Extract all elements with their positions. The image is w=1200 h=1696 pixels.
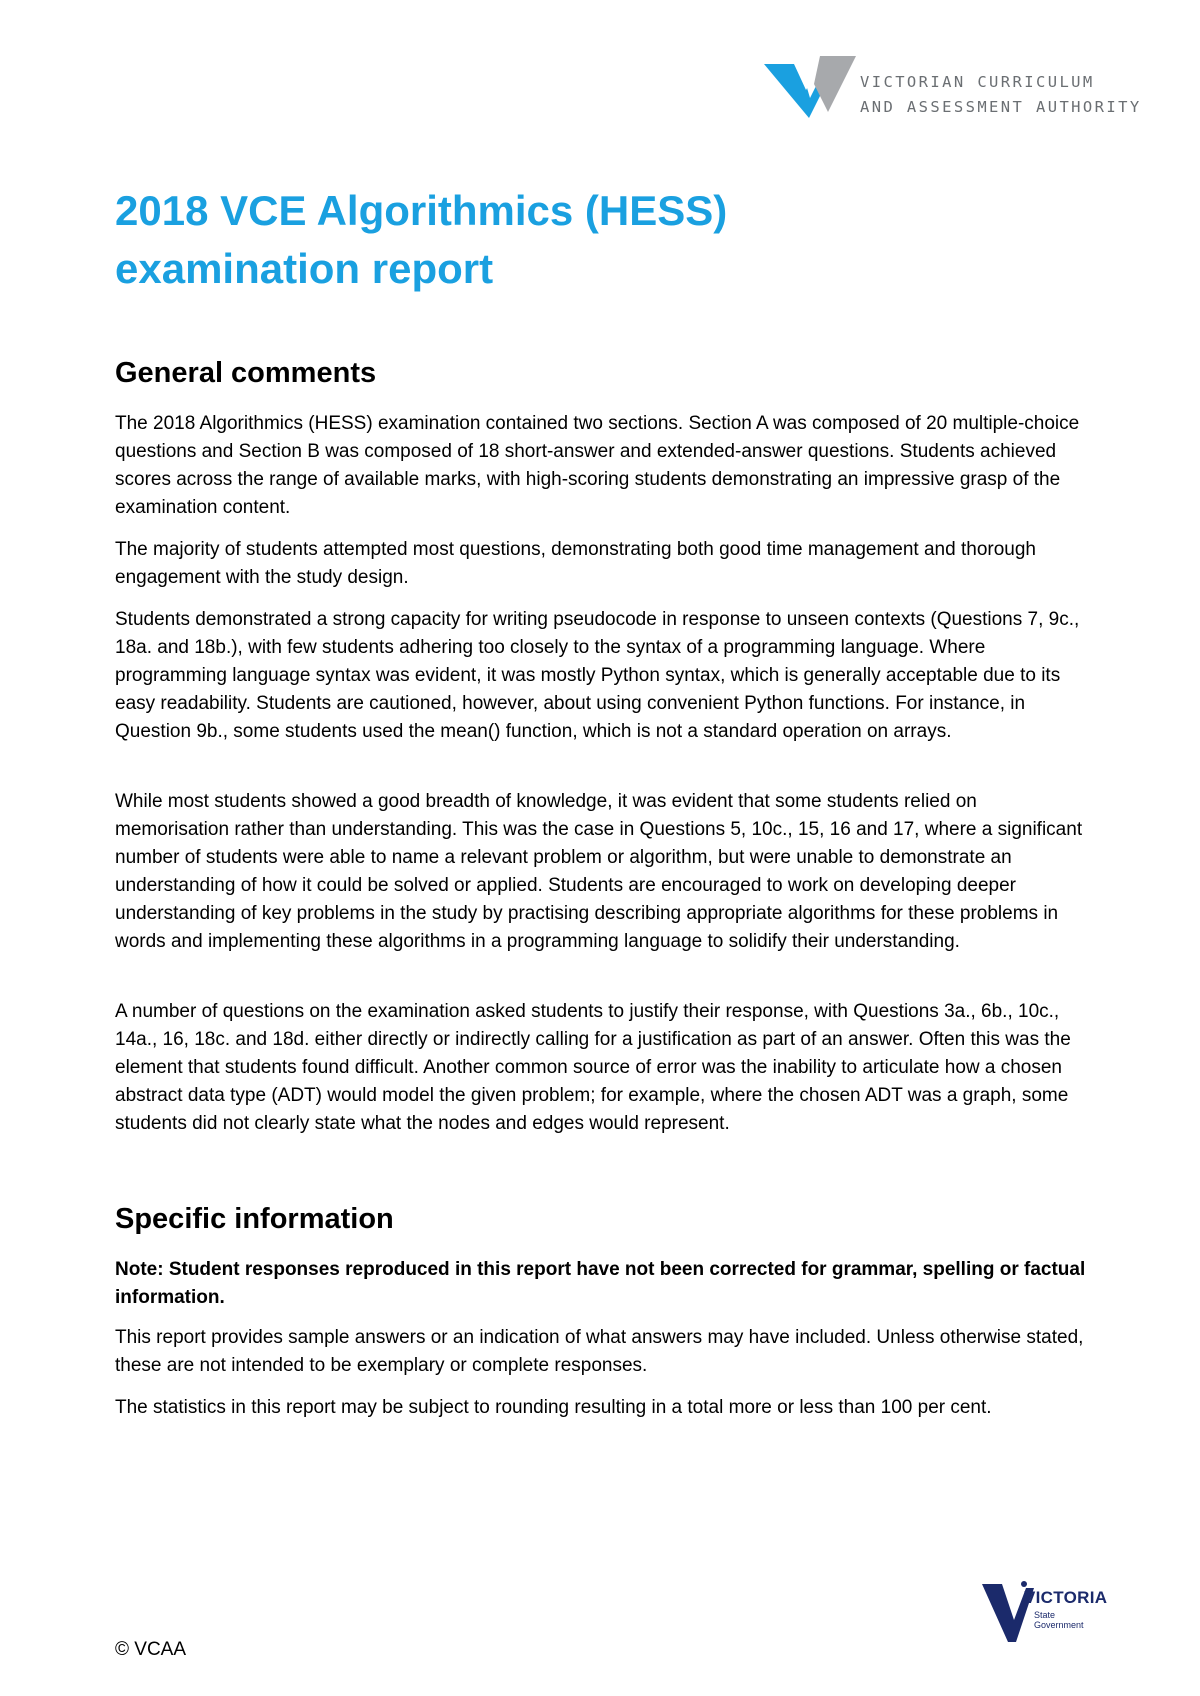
page-title-line-1: 2018 VCE Algorithmics (HESS): [115, 187, 728, 234]
victoria-v-icon: [980, 1574, 1040, 1654]
specific-information-heading: Specific information: [115, 1203, 394, 1235]
specific-paragraph-1: This report provides sample answers or an indication of what answers may have included. Unless otherwise stated, these are not intended to be exemplary or complete responses.: [115, 1327, 1084, 1376]
general-paragraph-3: Students demonstrated a strong capacity for writing pseudocode in response to unseen contexts (Questions 7, 9c., 18a. and 18b.), with few students adhering too closely to the syntax of a programming language. Where programming language syntax was evident, it was mostly Python syntax, which is generally acceptable due to its easy readability. Students are cautioned, however, about using convenient Python functions. For instance, in Question 9b., some students used the mean() function, which is not a standard operation on arrays.: [115, 609, 1080, 742]
government-label: Government: [1034, 1620, 1084, 1630]
vcaa-logo: [762, 56, 1142, 126]
state-label: State: [1034, 1610, 1056, 1620]
specific-paragraph-2: The statistics in this report may be subject to rounding resulting in a total more or less than 100 per cent.: [115, 1397, 992, 1418]
logo-line-1: VICTORIAN CURRICULUM: [860, 73, 1095, 91]
victoria-wordmark: VICTORIA: [1024, 1588, 1108, 1607]
general-comments-heading: General comments: [115, 357, 377, 389]
general-paragraph-4: While most students showed a good breadth of knowledge, it was evident that some students relied on memorisation rather than understanding. This was the case in Questions 5, 10c., 15, 16 and 17, where a significant number of students were able to name a relevant problem or algorithm, but were unable to demonstrate an understanding of how it could be solved or applied. Students are encouraged to work on developing deeper understanding of key problems in the study by practising describing appropriate algorithms for these problems in words and implementing these algorithms in a programming language to solidify their understanding.: [115, 791, 1083, 952]
page-title: [115, 182, 1095, 298]
page-title-line-2: examination report: [115, 245, 494, 292]
general-paragraph-1: The 2018 Algorithmics (HESS) examination contained two sections. Section A was composed of 20 multiple-choice questions and Section B was composed of 18 short-answer and extended-answer questions. Students achieved scores across the range of available marks, with high-scoring students demonstrating an impressive grasp of the examination content.: [115, 413, 1080, 518]
vcaa-chevron-logo-icon: [762, 56, 857, 122]
victoria-government-logo: [980, 1570, 1108, 1660]
specific-note: Note: Student responses reproduced in this report have not been corrected for grammar, spelling or factual information.: [115, 1259, 1086, 1308]
state-government-label: [1034, 1610, 1084, 1630]
general-paragraph-2: The majority of students attempted most questions, demonstrating both good time management and thorough engagement with the study design.: [115, 539, 1036, 588]
copyright-notice: © VCAA: [115, 1639, 187, 1660]
logo-line-2: AND ASSESSMENT AUTHORITY: [860, 98, 1142, 116]
general-paragraph-5: A number of questions on the examination asked students to justify their response, with Questions 3a., 6b., 10c., 14a., 16, 18c. and 18d. either directly or indirectly calling for a justification as part of an answer. Often this was the element that students found difficult. Another common source of error was the inability to articulate how a chosen abstract data type (ADT) would model the given problem; for example, where the chosen ADT was a graph, some students did not clearly state what the nodes and edges would represent.: [115, 1001, 1071, 1134]
